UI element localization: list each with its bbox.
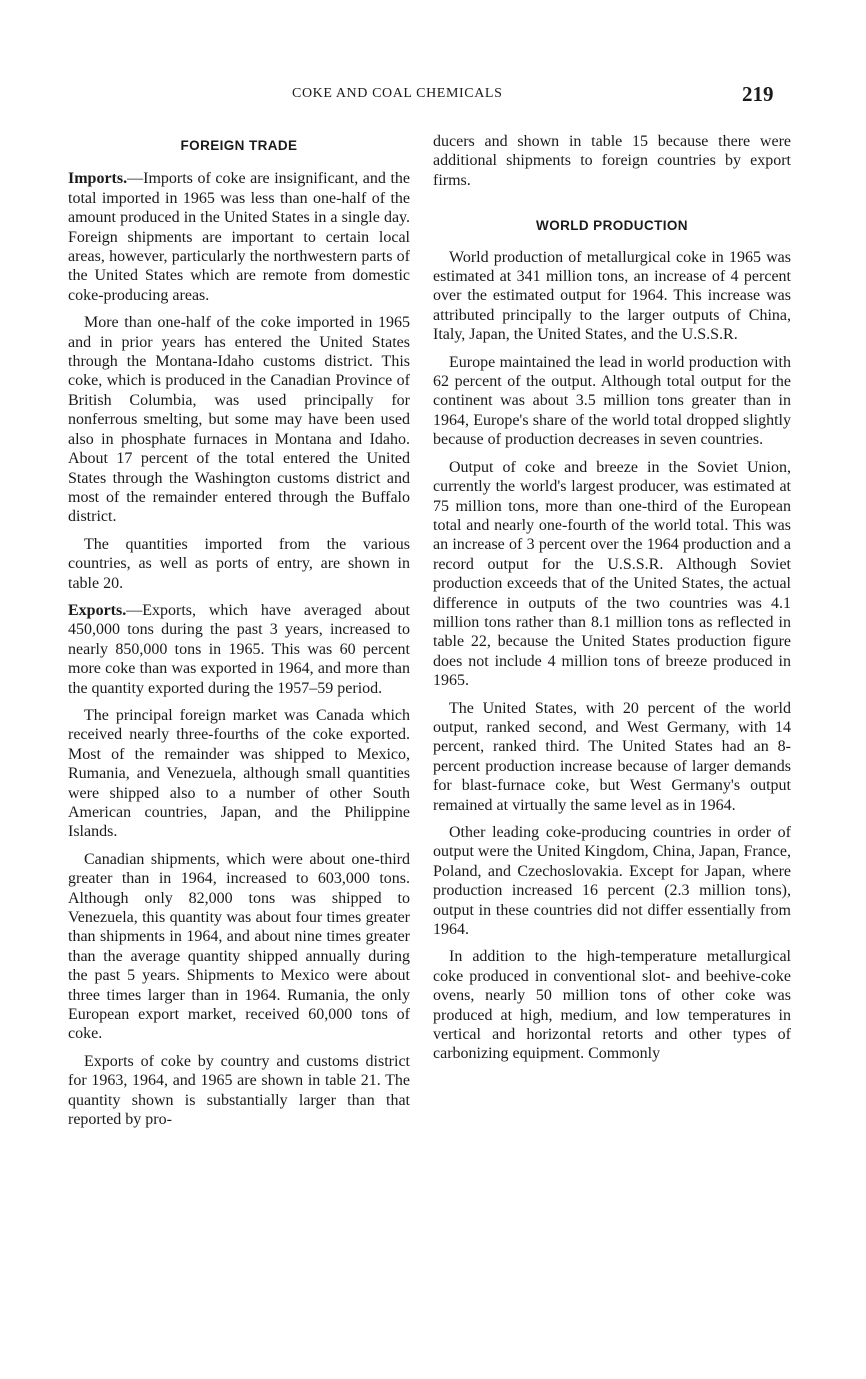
section-title-foreign-trade: FOREIGN TRADE: [180, 138, 298, 153]
paragraph-continuation: ducers and shown in table 15 because there were additional shipments to foreign countries by export firms.: [433, 133, 791, 189]
running-head: [0, 84, 866, 108]
section-title-world-production: WORLD PRODUCTION: [536, 218, 688, 234]
paragraph-exports: [68, 601, 410, 698]
paragraph: The principal foreign market was Canada which received nearly three-fourths of the coke exported. Most of the remainder was shipped to Mexico, Rumania, and Venezuela, although small quantities were shipped also to a number of other South American countries, Japan, and the Philippine Islands.: [68, 706, 410, 841]
right-column: [433, 132, 791, 1072]
paragraph: Output of coke and breeze in the Soviet Union, currently the world's largest producer, was estimated at 75 million tons, more than one-third of the European total and nearly one-fourth of the world total. This was an increase of 3 percent over the 1964 production and a record output for the U.S.S.R. Although Soviet production exceeds that of the United States, the actual difference in outputs of the two countries was 4.1 million tons rather than 8.1 million tons as reflected in table 22, because the United States production figure does not include 4 million tons of breeze produced in 1965.: [433, 458, 791, 690]
page-number: 219: [742, 82, 774, 106]
paragraph: The United States, with 20 percent of the world output, ranked second, and West Germany, with 14 percent, ranked third. The United States had an 8-percent production increase because of larger demands for blast-furnace coke, but West Germany's output remained at virtually the same level as in 1964.: [433, 699, 791, 814]
paragraph: The quantities imported from the various countries, as well as ports of entry, are shown in table 20.: [68, 535, 410, 592]
run-in-heading-exports: Exports.: [68, 601, 127, 619]
paragraph-imports: [68, 169, 410, 305]
left-column: [68, 132, 410, 1138]
imports-text: —Imports of coke are insignificant, and the total imported in 1965 was less than one-half of the amount produced in the United States in a single day. Foreign shipments are important to certain local areas, however, particularly the northwestern parts of the United States which are remote from domestic coke-producing areas.: [68, 170, 410, 304]
paragraph: World production of metallurgical coke in 1965 was estimated at 341 million tons, an increase of 4 percent over the estimated output for 1964. This increase was attributed principally to the larger outputs of China, Italy, Japan, the United States, and the U.S.S.R.: [433, 248, 791, 344]
run-in-heading-imports: Imports.: [68, 170, 128, 188]
running-title: COKE AND COAL CHEMICALS: [292, 86, 503, 101]
paragraph: In addition to the high-temperature metallurgical coke produced in conventional slot- and beehive-coke ovens, nearly 50 million tons of other coke was produced at high, medium, and low temperatures in vertical and horizontal retorts and other types of carbonizing equipment. Commonly: [433, 948, 791, 1063]
paragraph: Europe maintained the lead in world production with 62 percent of the output. Although total output for the continent was about 3.5 million tons greater than in 1964, Europe's share of the world total dropped slightly because of production decreases in seven countries.: [433, 353, 791, 449]
paragraph: Canadian shipments, which were about one-third greater than in 1964, increased to 603,000 tons. Although only 82,000 tons was shipped to Venezuela, this quantity was about four times greater than shipments in 1964, and about nine times greater than the average quantity shipped annually during the past 5 years. Shipments to Mexico were about three times larger than in 1964. Rumania, the only European export market, received 60,000 tons of coke.: [68, 850, 410, 1043]
paragraph: Exports of coke by country and customs district for 1963, 1964, and 1965 are shown in table 21. The quantity shown is substantially larger than that reported by pro-: [68, 1052, 410, 1129]
exports-text: —Exports, which have averaged about 450,000 tons during the past 3 years, increased to nearly 850,000 tons in 1965. This was 60 percent more coke than was exported in 1964, and more than the quantity exported during the 1957–59 period.: [68, 601, 410, 697]
paragraph: Other leading coke-producing countries in order of output were the United Kingdom, China, Japan, France, Poland, and Czechoslovakia. Except for Japan, where production increased 16 percent (2.3 million tons), output in these countries did not differ essentially from 1964.: [433, 824, 791, 939]
paragraph: More than one-half of the coke imported in 1965 and in prior years has entered the United States through the Montana-Idaho customs district. This coke, which is produced in the Canadian Province of British Columbia, was used principally for nonferrous smelting, but some may have been used also in phosphate furnaces in Montana and Idaho. About 17 percent of the total entered the United States through the Washington customs district and most of the remainder entered through the Buffalo district.: [68, 314, 410, 526]
